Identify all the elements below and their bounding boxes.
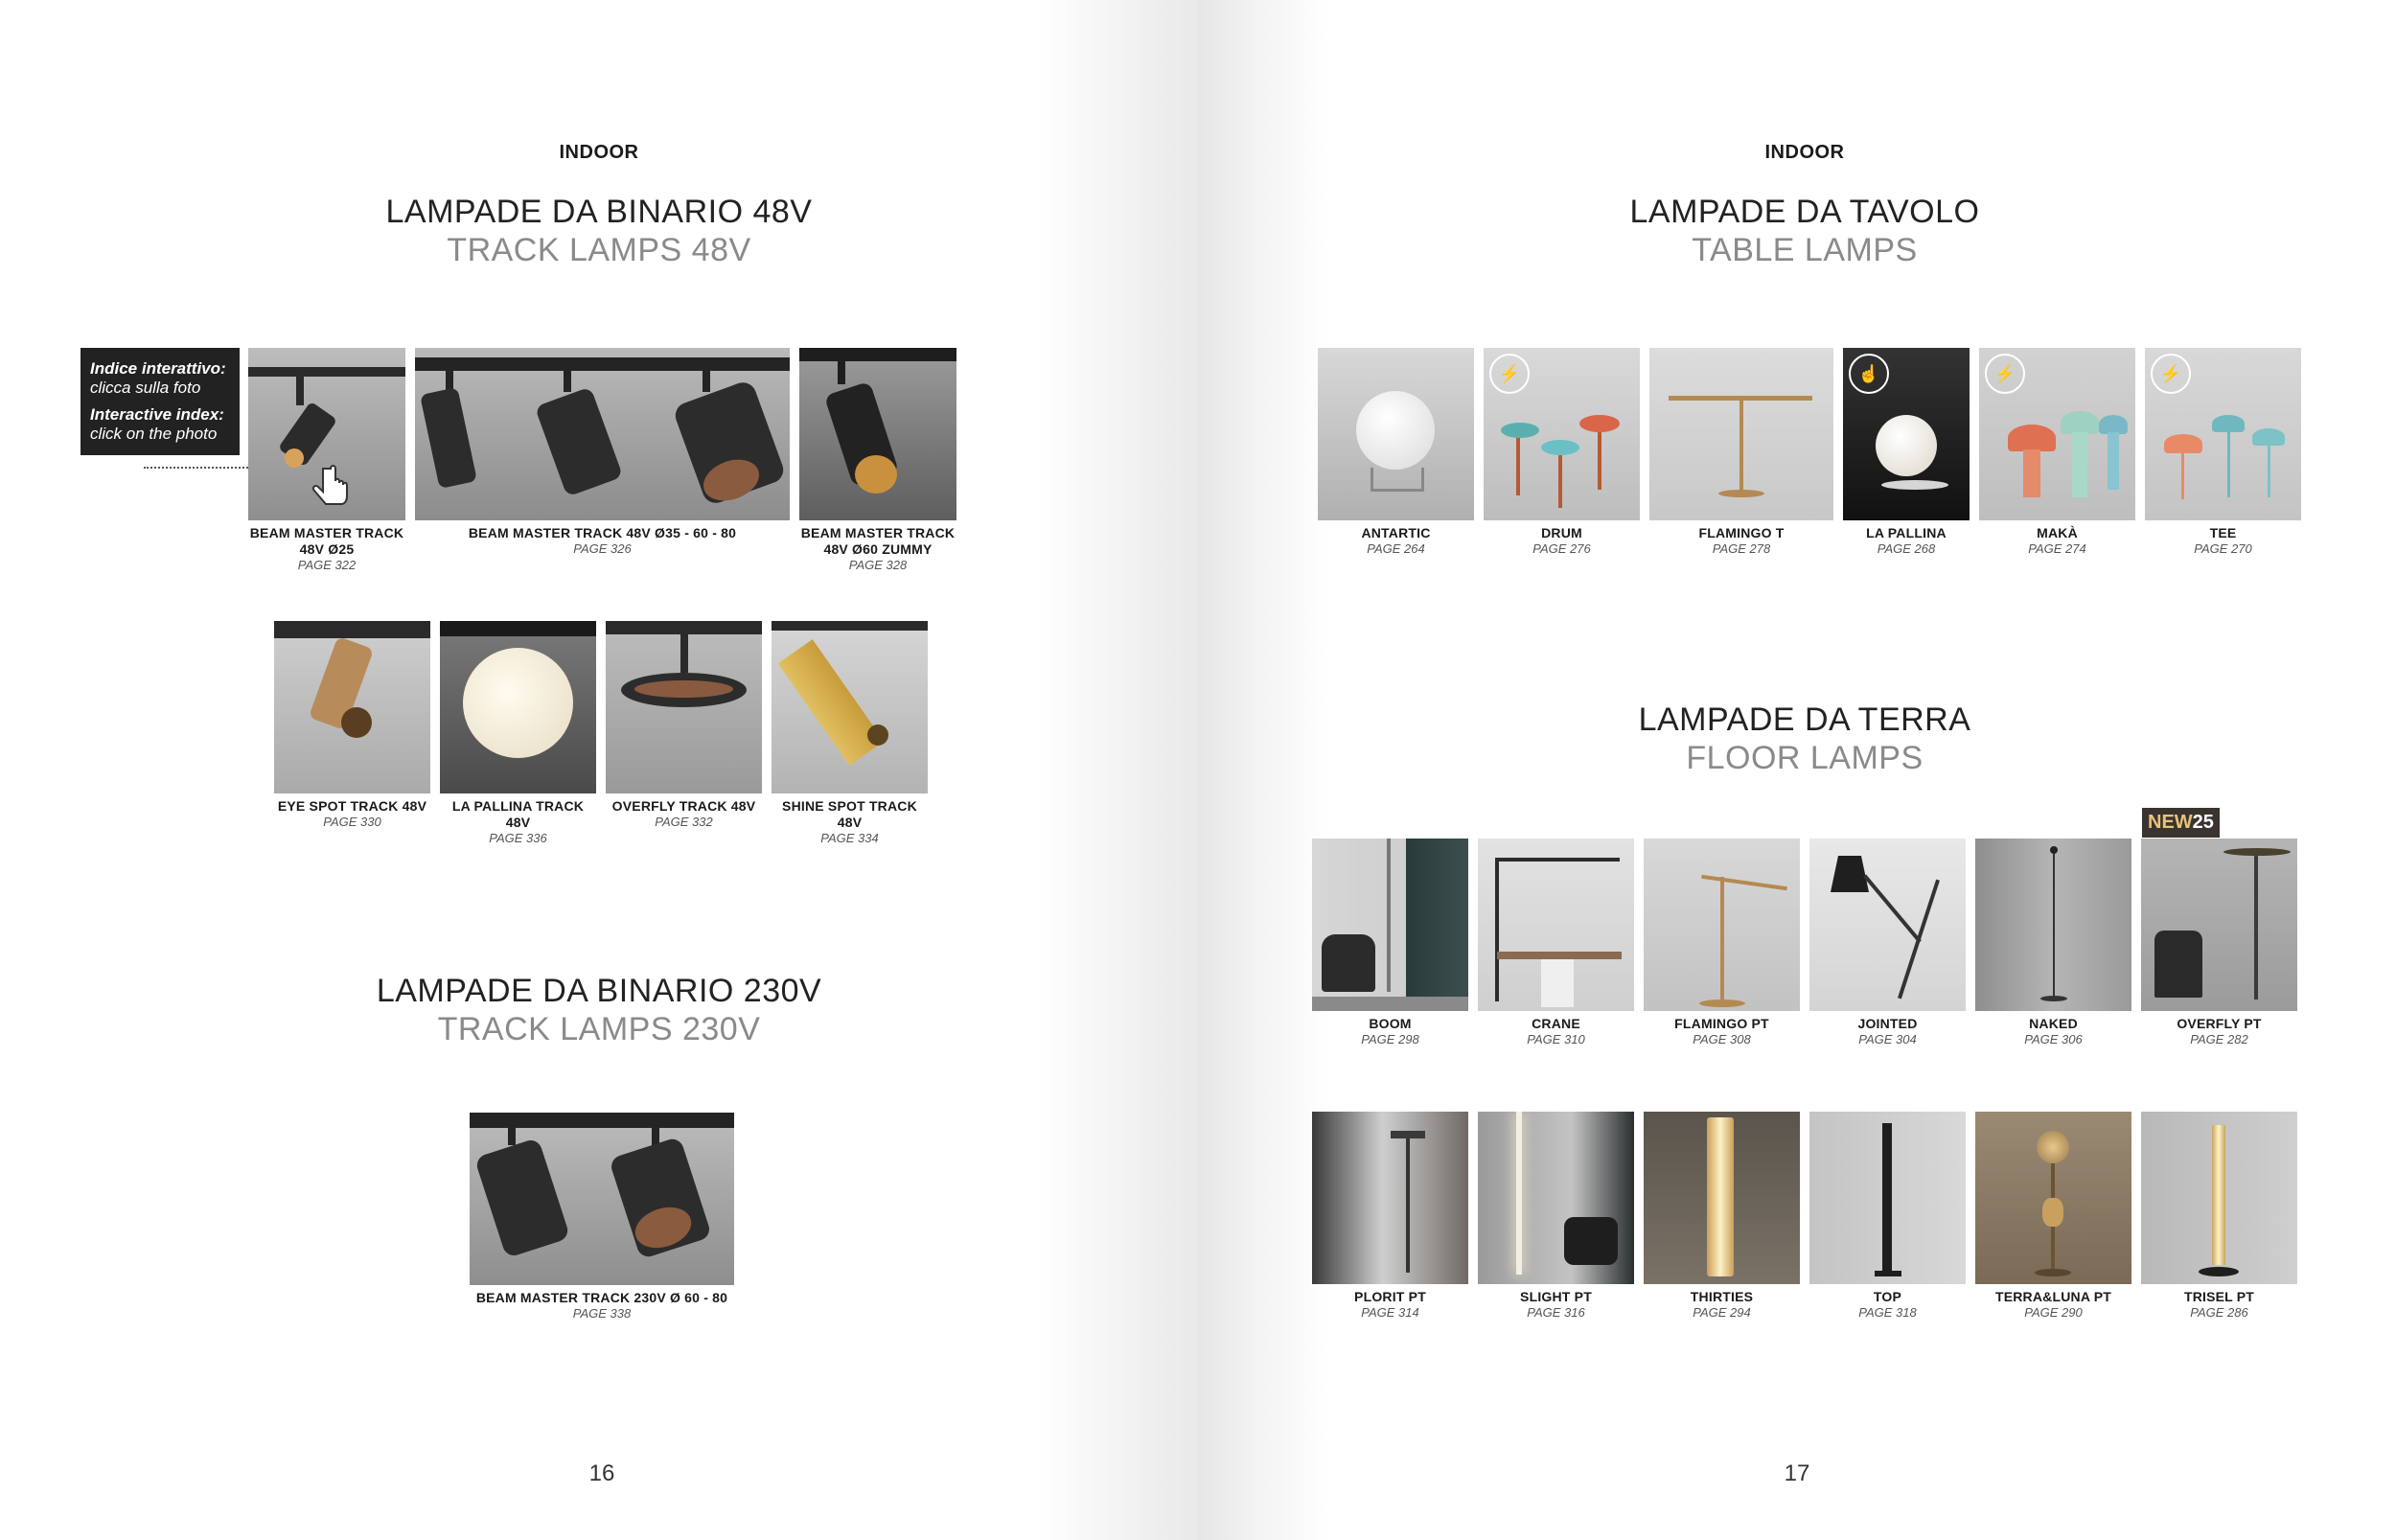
- product-name: BEAM MASTER TRACK 48V Ø60 ZUMMY: [800, 525, 956, 557]
- product-card[interactable]: [799, 348, 956, 573]
- product-name: SHINE SPOT TRACK 48V: [782, 798, 917, 830]
- product-page[interactable]: PAGE 308: [1693, 1032, 1751, 1046]
- tip-it: clicca sulla foto: [90, 379, 201, 397]
- product-name: BOOM: [1369, 1016, 1412, 1031]
- new-badge-year: 25: [2192, 812, 2214, 833]
- product-card[interactable]: [2141, 839, 2297, 1047]
- product-name: TEE: [2209, 525, 2237, 540]
- product-name: JOINTED: [1857, 1016, 1918, 1031]
- product-name: LA PALLINA TRACK 48V: [451, 798, 585, 830]
- product-name: BEAM MASTER TRACK 48V Ø25: [249, 525, 404, 557]
- product-card[interactable]: [1478, 1112, 1634, 1321]
- section-tag-right: INDOOR: [1764, 142, 1845, 163]
- product-page[interactable]: PAGE 278: [1712, 541, 1771, 556]
- page-number: 16: [588, 1460, 615, 1486]
- product-page[interactable]: PAGE 338: [572, 1306, 632, 1321]
- product-card[interactable]: [1484, 348, 1640, 557]
- product-page[interactable]: PAGE 334: [820, 831, 879, 845]
- section-tag-left: INDOOR: [559, 142, 639, 163]
- product-photo[interactable]: [415, 348, 790, 520]
- page-number: 17: [1784, 1460, 1810, 1486]
- product-card[interactable]: [1809, 839, 1966, 1047]
- product-page[interactable]: PAGE 274: [2028, 541, 2086, 556]
- product-page[interactable]: PAGE 282: [2190, 1032, 2248, 1046]
- product-page[interactable]: PAGE 318: [1858, 1305, 1917, 1320]
- product-page[interactable]: PAGE 328: [848, 558, 908, 572]
- product-page[interactable]: PAGE 330: [323, 815, 381, 829]
- product-photo[interactable]: [1843, 348, 1970, 520]
- product-name: LA PALLINA: [1866, 525, 1947, 540]
- product-photo[interactable]: [1484, 348, 1640, 520]
- table-lamps-title: LAMPADE DA TAVOLO: [1629, 194, 1980, 230]
- product-photo[interactable]: [1644, 839, 1800, 1011]
- touch-icon: ☝: [1849, 354, 1889, 394]
- product-photo[interactable]: [2141, 1112, 2297, 1284]
- product-page[interactable]: PAGE 264: [1367, 541, 1425, 556]
- product-name: DRUM: [1541, 525, 1582, 540]
- battery-charge-icon: ⚡: [1985, 354, 2025, 394]
- product-page[interactable]: PAGE 270: [2194, 541, 2252, 556]
- product-name: MAKÀ: [2037, 525, 2078, 540]
- product-card[interactable]: [1644, 1112, 1800, 1321]
- product-card[interactable]: [1644, 839, 1800, 1047]
- product-name: THIRTIES: [1690, 1289, 1754, 1304]
- product-card[interactable]: [248, 348, 405, 573]
- product-photo[interactable]: [606, 621, 762, 793]
- interactive-index-tip: [81, 348, 240, 455]
- product-page[interactable]: PAGE 286: [2190, 1305, 2248, 1320]
- hand-pointer-icon: [310, 461, 354, 515]
- product-card[interactable]: [1312, 1112, 1468, 1321]
- product-name: BEAM MASTER TRACK 48V Ø35 - 60 - 80: [468, 525, 737, 540]
- product-card[interactable]: [1843, 348, 1970, 557]
- product-name: TOP: [1873, 1289, 1902, 1304]
- product-photo[interactable]: [1809, 1112, 1966, 1284]
- product-card[interactable]: [1312, 839, 1468, 1047]
- product-card[interactable]: [1649, 348, 1833, 557]
- product-page[interactable]: PAGE 326: [573, 541, 632, 556]
- product-page[interactable]: PAGE 276: [1532, 541, 1591, 556]
- product-photo[interactable]: [2145, 348, 2301, 520]
- tip-it-bold: Indice interattivo:: [90, 359, 226, 378]
- product-photo[interactable]: [1809, 839, 1966, 1011]
- product-page[interactable]: PAGE 310: [1527, 1032, 1585, 1046]
- product-card[interactable]: [440, 621, 596, 846]
- battery-charge-icon: ⚡: [1489, 354, 1530, 394]
- product-photo[interactable]: [1649, 348, 1833, 520]
- product-page[interactable]: PAGE 294: [1693, 1305, 1751, 1320]
- track48-subtitle: TRACK LAMPS 48V: [447, 232, 751, 268]
- product-photo[interactable]: [1975, 839, 2131, 1011]
- product-name: ANTARTIC: [1361, 525, 1431, 540]
- product-card[interactable]: [1809, 1112, 1966, 1321]
- product-photo[interactable]: [440, 621, 596, 793]
- product-card[interactable]: [274, 621, 430, 830]
- product-photo[interactable]: [1312, 1112, 1468, 1284]
- product-photo[interactable]: [1644, 1112, 1800, 1284]
- product-page[interactable]: PAGE 336: [489, 831, 547, 845]
- product-photo[interactable]: [772, 621, 928, 793]
- product-card[interactable]: [606, 621, 762, 830]
- product-name: OVERFLY TRACK 48V: [611, 798, 756, 814]
- track230-subtitle: TRACK LAMPS 230V: [437, 1011, 761, 1047]
- product-card[interactable]: [1318, 348, 1474, 557]
- product-photo[interactable]: [799, 348, 956, 520]
- product-card[interactable]: [415, 348, 790, 557]
- product-card[interactable]: [2145, 348, 2301, 557]
- product-photo[interactable]: [1979, 348, 2135, 520]
- product-photo[interactable]: [274, 621, 430, 793]
- product-card[interactable]: [2141, 1112, 2297, 1321]
- product-photo[interactable]: [1312, 839, 1468, 1011]
- floor-lamps-subtitle: FLOOR LAMPS: [1686, 740, 1924, 776]
- product-photo[interactable]: [248, 348, 405, 520]
- product-page[interactable]: PAGE 314: [1361, 1305, 1419, 1320]
- track48-title: LAMPADE DA BINARIO 48V: [385, 194, 813, 230]
- product-page[interactable]: PAGE 306: [2024, 1032, 2083, 1046]
- product-name: FLAMINGO T: [1698, 525, 1785, 540]
- product-photo[interactable]: [1975, 1112, 2131, 1284]
- product-page[interactable]: PAGE 316: [1527, 1305, 1585, 1320]
- product-card[interactable]: [1975, 839, 2131, 1047]
- product-name: EYE SPOT TRACK 48V: [277, 798, 427, 814]
- product-card[interactable]: [772, 621, 928, 846]
- product-name: PLORIT PT: [1354, 1289, 1426, 1304]
- product-name: SLIGHT PT: [1520, 1289, 1592, 1304]
- product-page[interactable]: PAGE 322: [297, 558, 357, 572]
- product-photo[interactable]: [1478, 839, 1634, 1011]
- product-page[interactable]: PAGE 268: [1877, 541, 1936, 556]
- product-name: CRANE: [1532, 1016, 1580, 1031]
- new-badge: [2142, 808, 2220, 838]
- new-badge-label: NEW: [2148, 812, 2193, 833]
- product-name: BEAM MASTER TRACK 230V Ø 60 - 80: [475, 1290, 728, 1305]
- product-photo[interactable]: [2141, 839, 2297, 1011]
- product-photo[interactable]: [1318, 348, 1474, 520]
- product-name: NAKED: [2029, 1016, 2078, 1031]
- product-photo[interactable]: [470, 1113, 734, 1285]
- floor-lamps-title: LAMPADE DA TERRA: [1638, 701, 1971, 738]
- product-page[interactable]: PAGE 304: [1858, 1032, 1917, 1046]
- tip-en: click on the photo: [90, 425, 218, 443]
- right-page: [1198, 0, 2396, 1540]
- track230-title: LAMPADE DA BINARIO 230V: [376, 973, 822, 1009]
- table-lamps-subtitle: TABLE LAMPS: [1692, 232, 1918, 268]
- product-name: TERRA&LUNA PT: [1994, 1289, 2112, 1304]
- product-card[interactable]: [1478, 839, 1634, 1047]
- battery-charge-icon: ⚡: [2151, 354, 2191, 394]
- product-page[interactable]: PAGE 290: [2024, 1305, 2083, 1320]
- product-photo[interactable]: [1478, 1112, 1634, 1284]
- product-card[interactable]: [1975, 1112, 2131, 1321]
- product-name: FLAMINGO PT: [1674, 1016, 1769, 1031]
- product-name: TRISEL PT: [2183, 1289, 2255, 1304]
- product-card[interactable]: [470, 1113, 734, 1322]
- product-page[interactable]: PAGE 298: [1361, 1032, 1419, 1046]
- product-page[interactable]: PAGE 332: [655, 815, 713, 829]
- product-name: OVERFLY PT: [2177, 1016, 2262, 1031]
- product-card[interactable]: [1979, 348, 2135, 557]
- tip-en-bold: Interactive index:: [90, 405, 224, 424]
